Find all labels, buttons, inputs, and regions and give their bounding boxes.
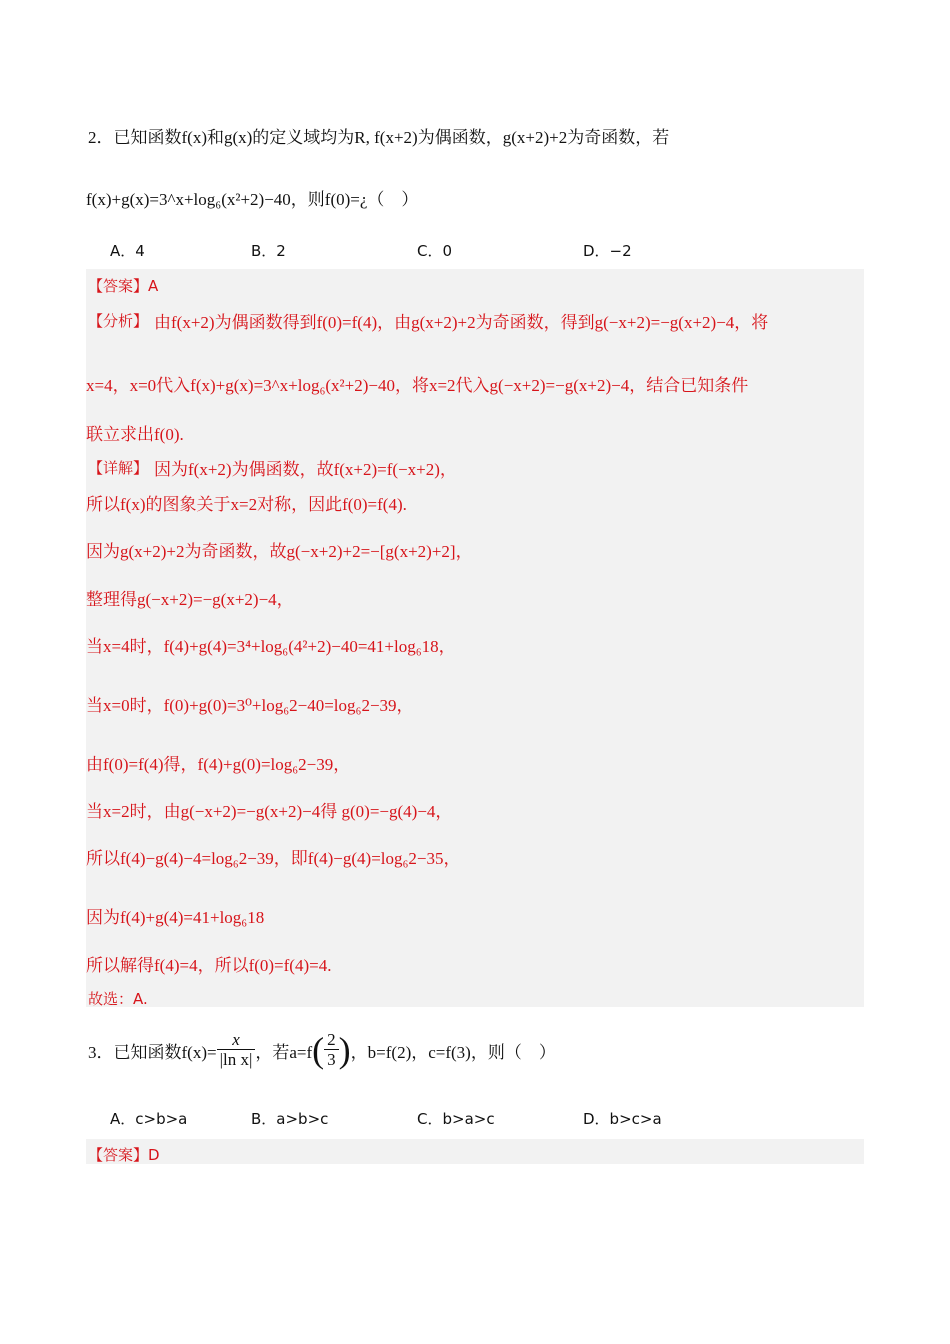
q3-option-d: D．b>c>a: [583, 1110, 662, 1128]
q2-detail-line8: 当x=2时，由g(−x+2)=−g(x+2)−4得 g(0)=−g(4)−4，: [86, 802, 453, 821]
q3-stem-prefix: 3．已知函数f(x)=: [88, 1042, 217, 1062]
q2-analysis-line2: x=4，x=0代入f(x)+g(x)=3^x+log₆(x²+2)−40，将x=2代入g(−x+2)=−g(x+2)−4，结合已知条件: [86, 376, 749, 395]
q3-fraction-denominator: |ln x|: [219, 1049, 253, 1069]
q3-stem: [88, 1030, 556, 1070]
q3-a-denominator: 3: [327, 1049, 336, 1069]
q2-detail-line12: 故选：A.: [88, 990, 148, 1008]
q2-detail-line11: 所以解得f(4)=4，所以f(0)=f(4)=4.: [86, 956, 332, 975]
q2-detail-line1: 因为f(x+2)为偶函数，故f(x+2)=f(−x+2)，: [154, 460, 457, 479]
q2-stem-line1: 2．已知函数f(x)和g(x)的定义域均为R, f(x+2)为偶函数，g(x+2)+2为奇函数，若: [88, 128, 670, 147]
q3-answer-box: [86, 1139, 864, 1164]
q3-option-b: B．a>b>c: [251, 1110, 329, 1128]
q2-analysis-label: 【分析】: [88, 312, 149, 330]
q2-detail-line4: 整理得g(−x+2)=−g(x+2)−4，: [86, 590, 294, 609]
q3-fraction: [217, 1031, 256, 1070]
q2-detail-line5: 当x=4时，f(4)+g(4)=3⁴+log₆(4²+2)−40=41+log₆18，: [86, 637, 456, 656]
q3-stem-mid: ，若a=f: [255, 1042, 313, 1062]
q3-answer: 【答案】D: [88, 1146, 160, 1164]
q2-detail-line10: 因为f(4)+g(4)=41+log₆18: [86, 908, 265, 927]
q3-a-numerator: 2: [324, 1031, 339, 1050]
q2-option-c: C．0: [417, 242, 453, 260]
q2-detail-line2: 所以f(x)的图象关于x=2对称，因此f(0)=f(4).: [86, 495, 407, 514]
q3-option-c: C．b>a>c: [417, 1110, 495, 1128]
q2-detail-line3: 因为g(x+2)+2为奇函数，故g(−x+2)+2=−[g(x+2)+2]，: [86, 542, 473, 561]
q2-analysis-line1: 由f(x+2)为偶函数得到f(0)=f(4)，由g(x+2)+2为奇函数，得到g(−x+2)=−g(x+2)−4，将: [154, 313, 769, 332]
q3-fraction-numerator: x: [217, 1031, 256, 1050]
q3-paren-left: (: [312, 1030, 325, 1070]
q2-answer: 【答案】A: [88, 277, 159, 295]
q2-analysis-line3: 联立求出f(0).: [86, 425, 184, 444]
q2-detail-line6: 当x=0时，f(0)+g(0)=3⁰+log₆2−40=log₆2−39，: [86, 696, 414, 715]
q2-option-b: B．2: [251, 242, 286, 260]
q3-a-fraction: [324, 1031, 339, 1070]
q2-option-a: A．4: [110, 242, 145, 260]
q3-option-a: A．c>b>a: [110, 1110, 188, 1128]
q2-detail-label: 【详解】: [88, 459, 149, 477]
q2-detail-line7: 由f(0)=f(4)得，f(4)+g(0)=log₆2−39，: [86, 755, 351, 774]
q2-stem-line2: f(x)+g(x)=3^x+log₆(x²+2)−40，则f(0)=¿（ ）: [86, 190, 419, 209]
q3-paren-right: ): [338, 1030, 351, 1070]
q3-stem-suffix: ，b=f(2)，c=f(3)，则（ ）: [350, 1042, 556, 1062]
q2-option-d: D．−2: [583, 242, 632, 260]
q2-detail-line9: 所以f(4)−g(4)−4=log₆2−39，即f(4)−g(4)=log₆2−35，: [86, 849, 461, 868]
